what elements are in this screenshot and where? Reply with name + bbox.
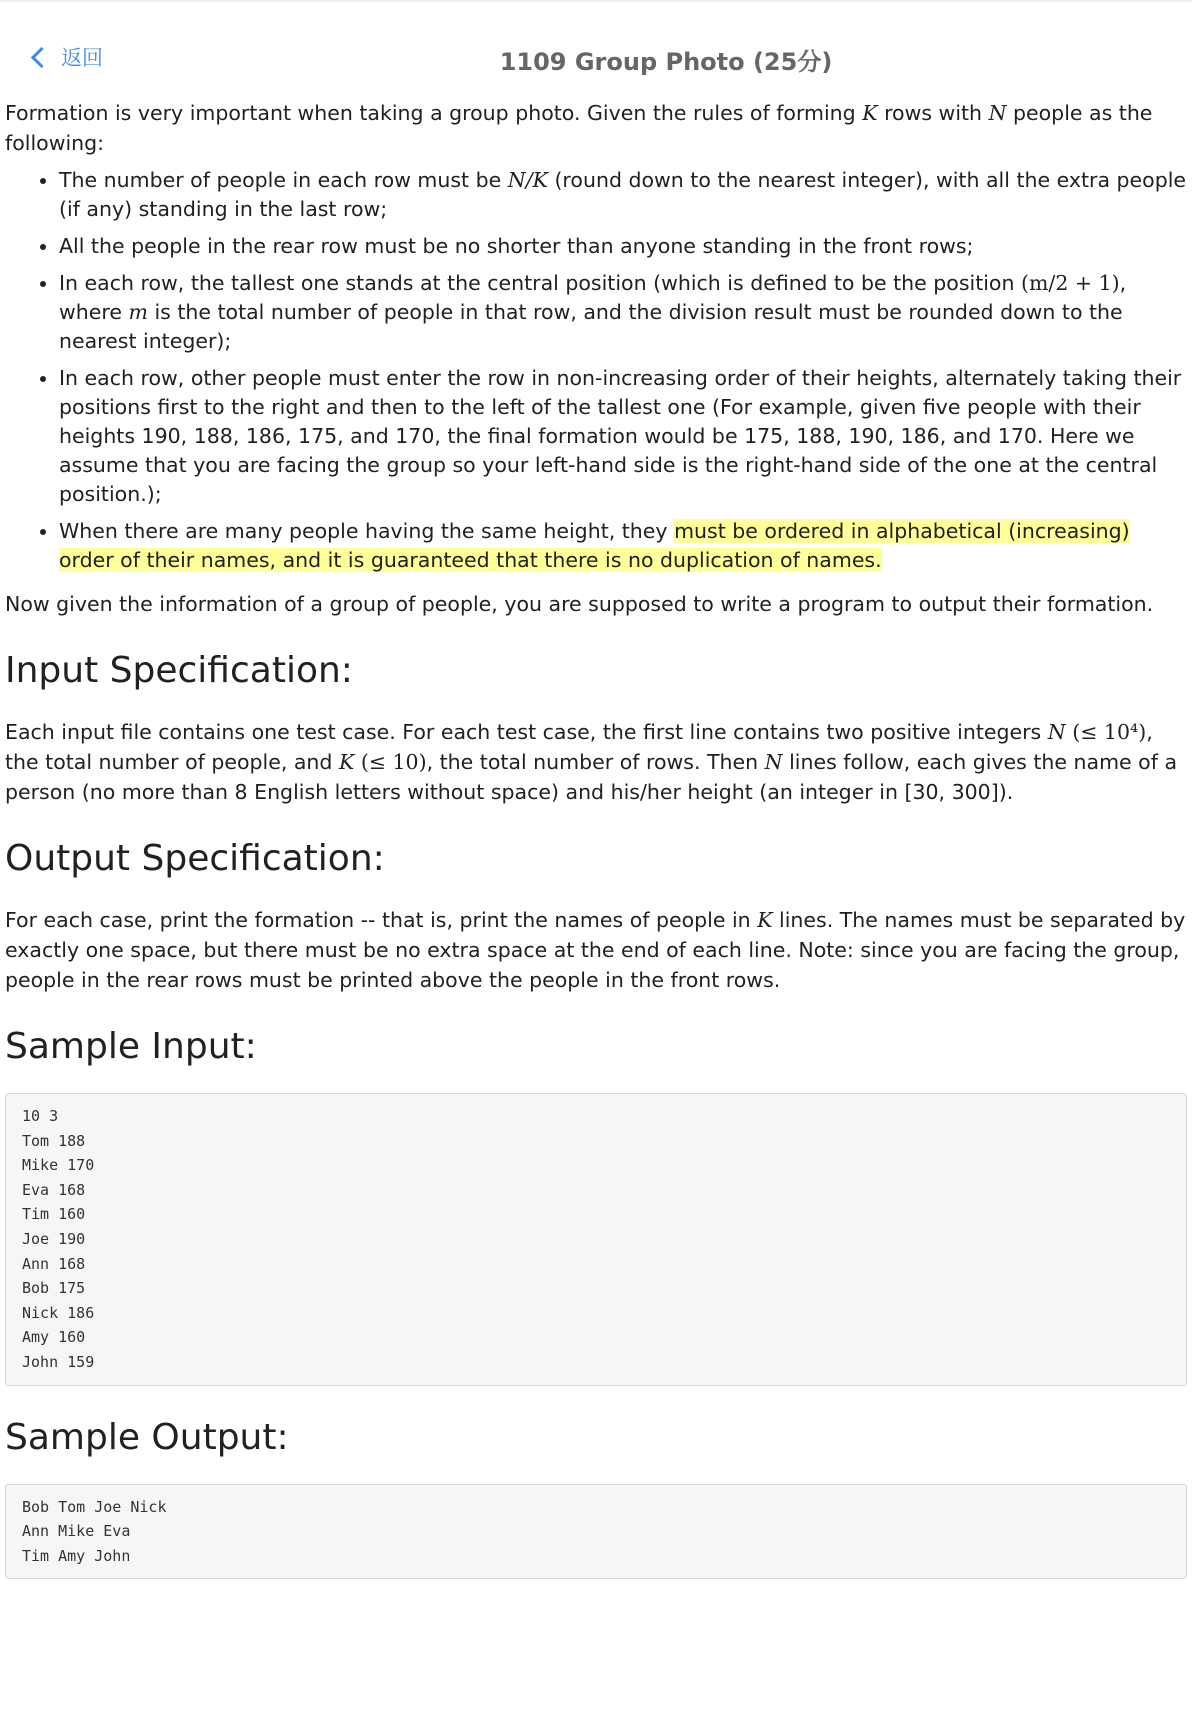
rule-1-text-1: The number of people in each row must be xyxy=(59,168,508,192)
var-k-input: K xyxy=(338,750,355,774)
rule-3-text-3: is the total number of people in that row, and the division result must be rounded down to the nearest integer); xyxy=(59,300,1123,353)
output-text-2: lines. The names must be separated by exactly one space, but there must be no extra space at the end of each line. Note: since you are facing the group, people in the rear rows must be printed above the people in the front rows. xyxy=(5,908,1186,992)
top-border xyxy=(0,0,1192,2)
input-spec-paragraph xyxy=(5,717,1187,807)
page-title: 1109 Group Photo (25分) xyxy=(499,48,833,76)
output-spec-paragraph xyxy=(5,905,1187,995)
rule-3-text-2: , where xyxy=(59,271,1127,324)
back-label: 返回 xyxy=(61,46,103,70)
input-text-1: Each input file contains one test case. For each test case, the first line contains two positive integers xyxy=(5,720,1048,744)
sample-output-code[interactable]: Bob Tom Joe Nick Ann Mike Eva Tim Amy John xyxy=(5,1484,1187,1580)
rule-3-text-1: In each row, the tallest one stands at the central position (which is defined to be the position xyxy=(59,271,1021,295)
rule-5-text-1: When there are many people having the same height, they xyxy=(59,519,675,543)
var-n-input-2: N xyxy=(764,750,783,774)
input-text-3: , the total number of rows. Then xyxy=(426,750,765,774)
output-text-1: For each case, print the formation -- that is, print the names of people in xyxy=(5,908,758,932)
input-spec-heading: Input Specification: xyxy=(5,650,353,691)
rule-item-2: • All the people in the rear row must be no shorter than anyone standing in the front rows; xyxy=(59,232,1187,261)
rule-item-4: • In each row, other people must enter the row in non-increasing order of their heights, alternately taking their positions first to the right and then to the left of the tallest one (For example, given five people with their heights 190, 188, 186, 175, and 170, the final formation would be 175, 188, 190, 186, and 170. Here we assume that you are facing the group so your left-hand side is the right-hand side of the one at the central position.); xyxy=(59,364,1187,509)
sample-input-heading: Sample Input: xyxy=(5,1026,257,1067)
var-n-input: N xyxy=(1047,720,1066,744)
sample-input-code[interactable]: 10 3 Tom 188 Mike 170 Eva 168 Tim 160 Joe 190 Ann 168 Bob 175 Nick 186 Amy 160 John 159 xyxy=(5,1093,1187,1386)
sample-output-heading: Sample Output: xyxy=(5,1416,289,1458)
math-n-over-k: N/K xyxy=(507,168,548,192)
math-central-position: (m/2 + 1) xyxy=(1021,271,1120,295)
closing-paragraph: Now given the information of a group of people, you are supposed to write a program to output their formation. xyxy=(5,592,1154,616)
output-spec-heading: Output Specification: xyxy=(5,838,385,879)
rule-item-1 xyxy=(59,166,1187,224)
intro-text-1: Formation is very important when taking a group photo. Given the rules of forming xyxy=(5,101,863,125)
math-n-bound: (≤ 10⁴) xyxy=(1065,720,1147,744)
rule-1-text-2: (round down to the nearest integer), with all the extra people (if any) standing in the last row; xyxy=(59,168,1187,221)
var-m: m xyxy=(128,300,148,324)
rule-item-3 xyxy=(59,269,1187,356)
rules-list xyxy=(5,166,1187,575)
header-bar xyxy=(0,36,1192,76)
var-k: K xyxy=(862,101,878,125)
input-text-2: , the total number of people, and xyxy=(5,720,1153,774)
var-k-output: K xyxy=(757,908,773,932)
rule-item-5 xyxy=(59,517,1187,575)
intro-text-3: people as the following: xyxy=(5,101,1153,155)
highlighted-text: must be ordered in alphabetical (increasing) order of their names, and it is guaranteed that there is no duplication of names. xyxy=(59,519,1130,572)
math-k-bound: (≤ 10) xyxy=(354,750,427,774)
intro-text-2: rows with xyxy=(877,101,989,125)
input-text-4: lines follow, each gives the name of a person (no more than 8 English letters without space) and his/her height (an integer in [30, 300]). xyxy=(5,750,1178,804)
var-n: N xyxy=(988,101,1007,125)
problem-content xyxy=(5,98,1187,1589)
intro-paragraph xyxy=(5,98,1187,158)
